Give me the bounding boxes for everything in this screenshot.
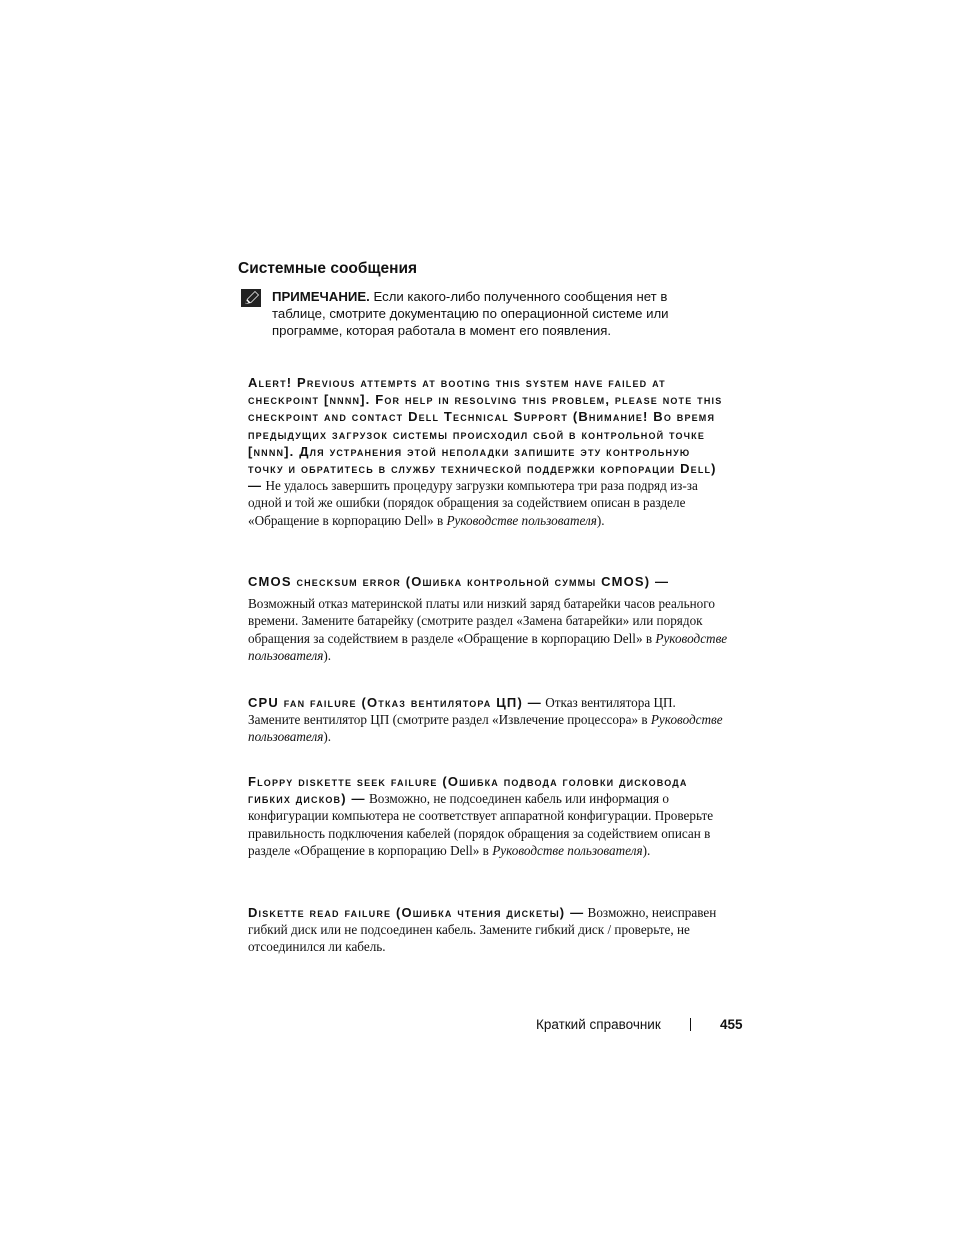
message-entry bbox=[248, 374, 730, 529]
message-body: Возможный отказ материнской платы или низкий заряд батарейки часов реального времени. Замените батарейку (смотрите раздел «Замена батарейки» или порядок обращения за содействием в разделе «Обращение в корпорацию Dell» в Руководстве пользователя). bbox=[248, 596, 728, 663]
message-entry bbox=[248, 694, 730, 746]
note-label: ПРИМЕЧАНИЕ. bbox=[272, 289, 370, 304]
page-number: 455 bbox=[720, 1017, 743, 1032]
message-entry bbox=[248, 573, 730, 664]
message-body: Возможно, неисправен гибкий диск или не подсоединен кабель. Замените гибкий диск / проверьте, не отсоединился ли кабель. bbox=[248, 905, 717, 955]
message-title: Floppy diskette seek failure (Ошибка подвода головки дисковода гибких дисков) — bbox=[248, 774, 688, 807]
message-entry bbox=[248, 904, 730, 956]
guide-reference: Руководстве пользователя bbox=[492, 842, 643, 858]
note-text bbox=[272, 288, 722, 340]
message-body: Отказ вентилятора ЦП. Замените вентилятор ЦП (смотрите раздел «Извлечение процессора» в Руководстве пользователя). bbox=[248, 695, 723, 745]
guide-reference: Руководстве пользователя bbox=[446, 512, 597, 528]
section-title: Системные сообщения bbox=[238, 260, 418, 277]
message-title: Alert! Previous attempts at booting this system have failed at checkpoint [nnnn]. For help in resolving this problem, please note this checkpoint and contact Dell Technical Support (Внимание! Во время предыдущих загрузок системы происходил сбой в контрольной точке [nnnn]. Для устранения этой неполадки запишите эту контрольную точку и обратитесь в службу технической поддержки корпорации Dell) — bbox=[248, 375, 723, 494]
message-entry bbox=[248, 773, 730, 859]
message-title: CMOS checksum error (Ошибка контрольной суммы CMOS) — bbox=[248, 574, 670, 589]
footer-divider bbox=[690, 1018, 691, 1031]
message-title: Diskette read failure (Ошибка чтения дискеты) — bbox=[248, 905, 585, 920]
guide-reference: Руководстве пользователя bbox=[248, 630, 728, 663]
message-body: Возможно, не подсоединен кабель или информация о конфигурации компьютера не соответствует аппаратной конфигурации. Проверьте правильность подключения кабелей (порядок обращения за содействием описан в разделе «Обращение в корпорацию Dell» в Руководстве пользователя). bbox=[248, 791, 714, 858]
message-title: CPU fan failure (Отказ вентилятора ЦП) — bbox=[248, 695, 542, 710]
guide-reference: Руководстве пользователя bbox=[248, 712, 723, 745]
message-body: Не удалось завершить процедуру загрузки компьютера три раза подряд из-за одной и той же ошибки (порядок обращения за содействием описан в разделе «Обращение в корпорацию Dell» в Руководстве пользователя). bbox=[248, 478, 698, 528]
page-footer bbox=[536, 1015, 746, 1035]
pencil-note-icon bbox=[240, 288, 262, 308]
footer-label: Краткий справочник bbox=[536, 1017, 661, 1032]
note-body: Если какого-либо полученного сообщения нет в таблице, смотрите документацию по операционной системе или программе, которая работала в момент его появления. bbox=[272, 289, 669, 339]
